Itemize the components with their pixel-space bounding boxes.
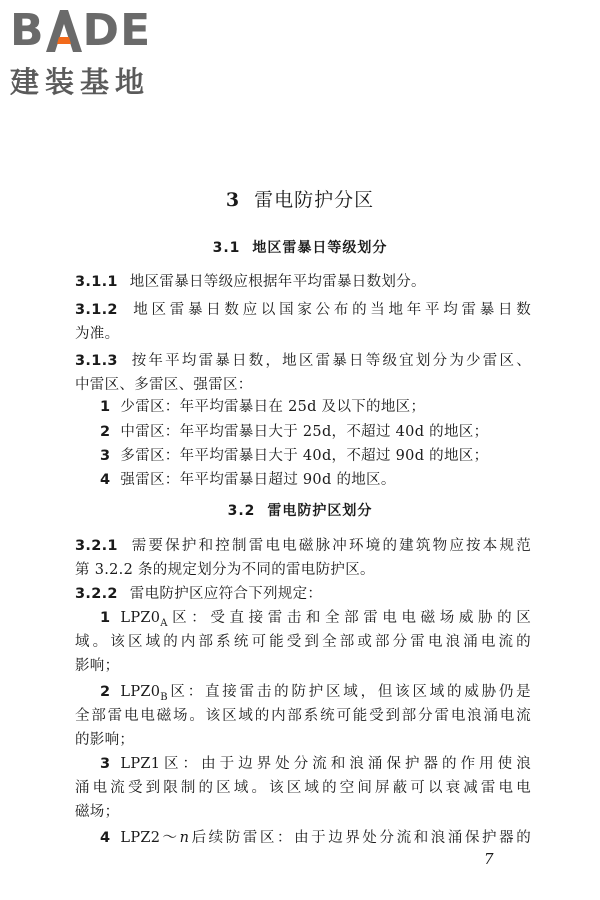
list-item xyxy=(100,395,556,416)
item-text: 的影响； xyxy=(75,732,135,748)
clause-number: 3.2.1 xyxy=(75,538,118,554)
logo-wordmark xyxy=(10,5,190,56)
zone-item xyxy=(100,606,531,629)
list-item xyxy=(100,444,556,465)
clause-3-2-1-cont xyxy=(75,558,531,579)
item-number: 4 xyxy=(100,830,111,846)
clause-text: 中雷区、多雷区、强雷区： xyxy=(75,377,253,393)
zone-item xyxy=(100,752,531,773)
zone-item-cont xyxy=(75,776,531,797)
item-number: 2 xyxy=(100,424,111,440)
list-item xyxy=(100,468,556,489)
item-text: 磁场； xyxy=(75,804,120,820)
logo-letter-b: B xyxy=(10,5,45,56)
item-text: 后续防雷区：由于边界处分流和浪涌保护器的 xyxy=(189,830,532,846)
clause-number: 3.1.1 xyxy=(75,274,118,290)
item-text: 区：直接雷击的防护区域，但该区域的威胁仍是 xyxy=(167,684,531,700)
clause-number: 3.2.2 xyxy=(75,586,118,602)
clause-3-2-2 xyxy=(75,582,531,603)
zone-subscript: A xyxy=(160,617,168,629)
zone-code: LPZ0 xyxy=(120,610,161,626)
chapter-heading xyxy=(0,185,600,212)
clause-text: 第 3.2.2 条的规定划分为不同的雷电防护区。 xyxy=(75,562,375,578)
logo-chinese: 建装基地 xyxy=(10,65,151,99)
section-title: 地区雷暴日等级划分 xyxy=(252,240,388,256)
item-text: 域。该区域的内部系统可能受到全部或部分雷电浪涌电流的 xyxy=(75,634,531,650)
clause-3-1-1 xyxy=(75,270,531,291)
item-text: 区：由于边界处分流和浪涌保护器的作用使浪 xyxy=(160,756,531,772)
item-text: 影响； xyxy=(75,658,120,674)
zone-subscript: B xyxy=(160,691,168,703)
item-number: 3 xyxy=(100,448,111,464)
zone-item-cont xyxy=(75,704,531,725)
clause-text: 按年平均雷暴日数，地区雷暴日等级宜划分为少雷区、 xyxy=(129,353,531,369)
item-text: 涌电流受到限制的区域。该区域的空间屏蔽可以衰减雷电电 xyxy=(75,780,531,796)
zone-item-cont xyxy=(75,800,531,821)
zone-item-cont xyxy=(75,728,531,749)
item-text: 少雷区：年平均雷暴日在 25d 及以下的地区； xyxy=(120,399,426,415)
section-number: 3.2 xyxy=(227,503,256,519)
logo-a-mark xyxy=(46,10,82,52)
section-heading xyxy=(0,500,600,520)
zone-item-cont xyxy=(75,654,531,675)
section-heading xyxy=(0,237,600,257)
clause-text: 雷电防护区应符合下列规定： xyxy=(129,586,323,602)
logo-letters-de: DE xyxy=(82,5,152,56)
item-text: 中雷区：年平均雷暴日大于 25d，不超过 40d 的地区； xyxy=(120,424,489,440)
section-number: 3.1 xyxy=(212,240,241,256)
item-text: 全部雷电电磁场。该区域的内部系统可能受到部分雷电浪涌电流 xyxy=(75,708,531,724)
clause-number: 3.1.3 xyxy=(75,353,118,369)
clause-text: 地区雷暴日等级应根据年平均雷暴日数划分。 xyxy=(129,274,426,290)
item-number: 2 xyxy=(100,684,111,700)
item-text: 多雷区：年平均雷暴日大于 40d，不超过 90d 的地区； xyxy=(120,448,489,464)
zone-variable: n xyxy=(179,830,190,846)
clause-3-1-2-cont xyxy=(75,322,531,343)
section-title: 雷电防护区划分 xyxy=(267,503,373,519)
zone-item xyxy=(100,826,531,847)
item-number: 1 xyxy=(100,610,111,626)
zone-item xyxy=(100,680,531,703)
clause-text: 需要保护和控制雷电电磁脉冲环境的建筑物应按本规范 xyxy=(129,538,531,554)
zone-code: LPZ0 xyxy=(120,684,161,700)
zone-item-cont xyxy=(75,630,531,651)
item-number: 1 xyxy=(100,399,111,415)
clause-number: 3.1.2 xyxy=(75,302,118,318)
clause-3-2-1 xyxy=(75,534,531,555)
clause-3-1-3-cont xyxy=(75,373,531,394)
item-number: 3 xyxy=(100,756,111,772)
item-text: 区：受直接雷击和全部雷电电磁场威胁的区 xyxy=(167,610,531,626)
zone-code: LPZ1 xyxy=(120,756,161,772)
item-text: 强雷区：年平均雷暴日超过 90d 的地区。 xyxy=(120,472,396,488)
chapter-title: 雷电防护分区 xyxy=(254,189,375,211)
logo xyxy=(10,5,190,101)
clause-text: 为准。 xyxy=(75,326,120,342)
zone-code: LPZ2～ xyxy=(120,830,180,846)
clause-3-1-2 xyxy=(75,298,531,319)
page-number: 7 xyxy=(484,850,494,868)
clause-text: 地区雷暴日数应以国家公布的当地年平均雷暴日数 xyxy=(129,302,531,318)
clause-3-1-3 xyxy=(75,349,531,370)
list-item xyxy=(100,420,556,441)
chapter-number: 3 xyxy=(225,189,241,211)
item-number: 4 xyxy=(100,472,111,488)
